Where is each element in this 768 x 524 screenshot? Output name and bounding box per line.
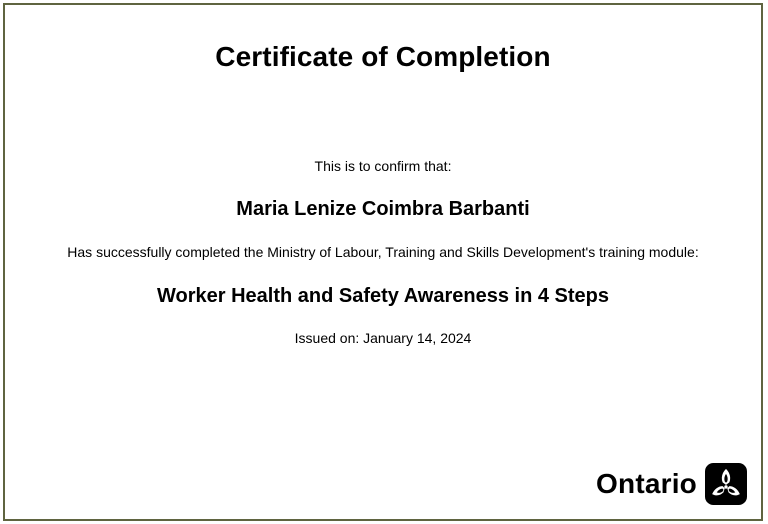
recipient-name: Maria Lenize Coimbra Barbanti <box>236 198 530 220</box>
ontario-logo <box>596 463 747 505</box>
issued-date: Issued on: January 14, 2024 <box>294 330 472 346</box>
module-name: Worker Health and Safety Awareness in 4 Steps <box>156 285 610 307</box>
completion-statement: Has successfully completed the Ministry of Labour, Training and Skills Development's training module: <box>67 244 699 260</box>
ontario-trillium-icon <box>705 463 747 505</box>
certificate-title: Certificate of Completion <box>215 41 551 72</box>
ontario-wordmark: Ontario <box>596 468 697 499</box>
certificate-frame <box>3 3 763 521</box>
confirm-text: This is to confirm that: <box>314 158 452 174</box>
